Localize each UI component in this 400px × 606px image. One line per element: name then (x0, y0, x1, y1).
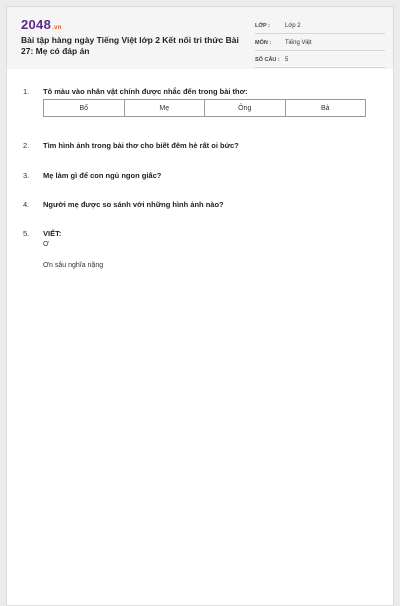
question-text: Tô màu vào nhân vật chính được nhắc đến trong bài thơ: (43, 87, 248, 96)
option-cell[interactable]: Ông (205, 100, 286, 116)
meta-question-count (255, 53, 385, 68)
logo-text: 2048 (21, 17, 52, 32)
worksheet-page (6, 6, 394, 606)
question-number: 2. (23, 141, 30, 150)
meta-value: Lớp 2 (285, 23, 301, 29)
question-text: Người mẹ được so sánh với những hình ảnh nào? (43, 200, 224, 209)
meta-label: MÔN : (255, 40, 272, 46)
meta-value: 5 (285, 57, 289, 63)
writing-phrase: Ơn sâu nghĩa nặng (43, 262, 104, 269)
writing-letter: Ơ (43, 241, 50, 248)
logo-suffix: .vn (52, 25, 62, 31)
worksheet-meta (255, 19, 385, 70)
option-cell[interactable]: Bà (320, 104, 330, 112)
question-text: VIẾT: (43, 229, 62, 238)
answer-options (43, 99, 366, 117)
question-number: 3. (23, 171, 30, 180)
meta-subject (255, 36, 385, 51)
option-cell[interactable]: Mẹ (125, 100, 206, 116)
meta-grade (255, 19, 385, 34)
worksheet-title: Bài tập hàng ngày Tiếng Việt lớp 2 Kết nối tri thức Bài 27: Mẹ có đáp án (21, 35, 239, 56)
question-number: 5. (23, 229, 30, 238)
option-cell[interactable]: Bố (44, 100, 125, 116)
meta-label: SỐ CÂU : (255, 57, 280, 63)
worksheet-header (7, 7, 393, 69)
question-number: 1. (23, 87, 30, 96)
question-number: 4. (23, 200, 30, 209)
meta-label: LỚP : (255, 23, 270, 29)
site-logo[interactable] (21, 17, 62, 32)
question-text: Mẹ làm gì để con ngủ ngon giấc? (43, 171, 162, 180)
question-text: Tìm hình ảnh trong bài thơ cho biết đêm hè rất oi bức? (43, 141, 239, 150)
meta-value: Tiếng Việt (285, 40, 312, 46)
